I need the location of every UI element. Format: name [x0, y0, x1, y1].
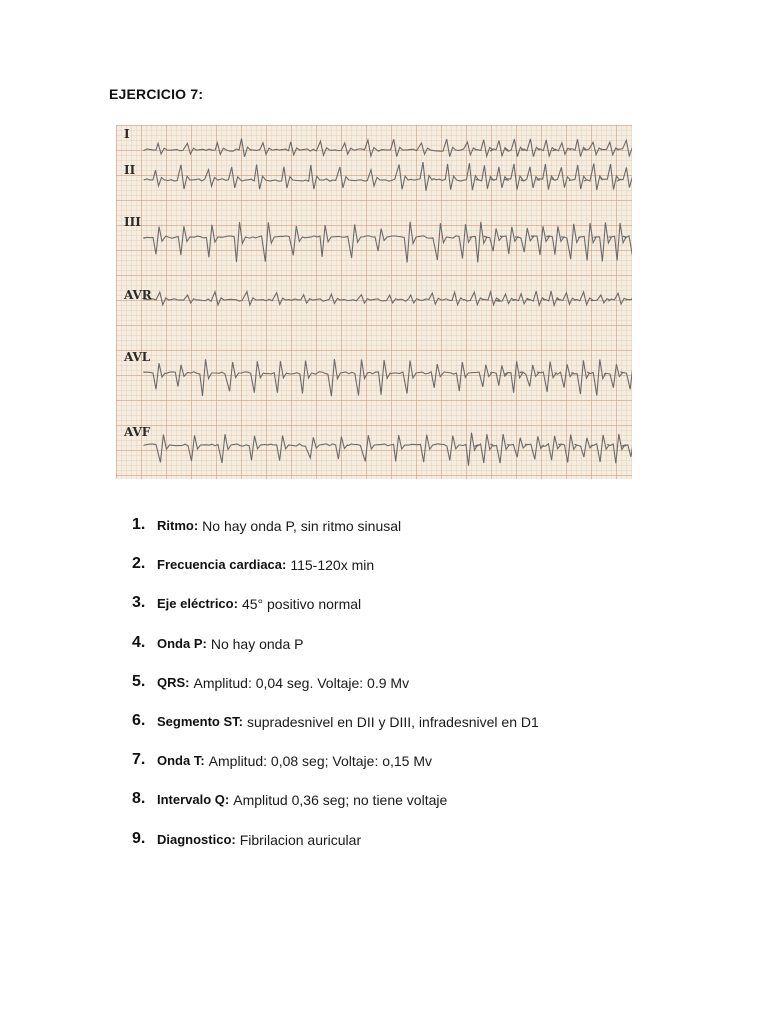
item-number: 7. [132, 751, 146, 769]
item-value: Fibrilacion auricular [239, 831, 362, 848]
item-label: Onda T: [157, 753, 205, 769]
item-label: Ritmo: [157, 518, 199, 533]
item-number: 9. [132, 829, 146, 847]
item-value: Amplitud: 0,04 seg. Voltaje: 0.9 Mv [193, 674, 410, 691]
list-item [132, 634, 539, 673]
item-label: Intervalo Q: [157, 792, 230, 808]
trace-lead-iii [144, 222, 632, 263]
lead-label-ii: II [124, 163, 136, 177]
item-label: Segmento ST: [157, 713, 243, 729]
item-label: Eje eléctrico: [157, 596, 238, 612]
findings-list [132, 516, 539, 869]
item-number: 8. [132, 790, 146, 808]
item-value: Amplitud: 0,08 seg; Voltaje: o,15 Mv [208, 753, 433, 770]
trace-lead-avl [144, 359, 632, 396]
item-value: supradesnivel en DII y DIII, infradesnivel en D1 [246, 713, 539, 730]
item-value: No hay onda P [210, 635, 304, 652]
list-item [132, 790, 539, 829]
trace-lead-i [144, 139, 632, 157]
list-item [132, 594, 539, 633]
item-label: QRS: [157, 674, 190, 690]
ecg-image [116, 125, 632, 479]
list-item [132, 673, 539, 712]
lead-label-avr: AVR [124, 288, 152, 302]
trace-lead-ii [144, 162, 632, 191]
list-item [132, 516, 539, 555]
list-item [132, 830, 539, 869]
list-item [132, 555, 539, 594]
item-number: 4. [132, 633, 146, 651]
item-label: Onda P: [157, 635, 207, 651]
lead-label-avl: AVL [124, 350, 151, 364]
trace-lead-avr [144, 291, 632, 305]
item-number: 3. [132, 594, 146, 612]
item-label: Frecuencia cardiaca: [157, 557, 287, 573]
list-item [132, 712, 539, 751]
lead-label-avf: AVF [124, 425, 151, 439]
item-value: Amplitud 0,36 seg; no tiene voltaje [233, 792, 448, 809]
item-label: Diagnostico: [157, 831, 236, 847]
item-number: 2. [132, 555, 146, 573]
item-value: 115-120x min [290, 557, 375, 574]
item-number: 1. [132, 516, 146, 533]
exercise-title: EJERCICIO 7: [109, 86, 204, 102]
lead-label-i: I [124, 127, 130, 141]
list-item [132, 751, 539, 790]
trace-lead-avf [144, 433, 632, 466]
item-value: No hay onda P, sin ritmo sinusal [202, 518, 402, 534]
lead-label-iii: III [124, 215, 141, 229]
item-number: 6. [132, 711, 146, 729]
item-value: 45° positivo normal [241, 596, 362, 613]
ecg-traces [116, 125, 632, 479]
item-number: 5. [132, 672, 146, 690]
